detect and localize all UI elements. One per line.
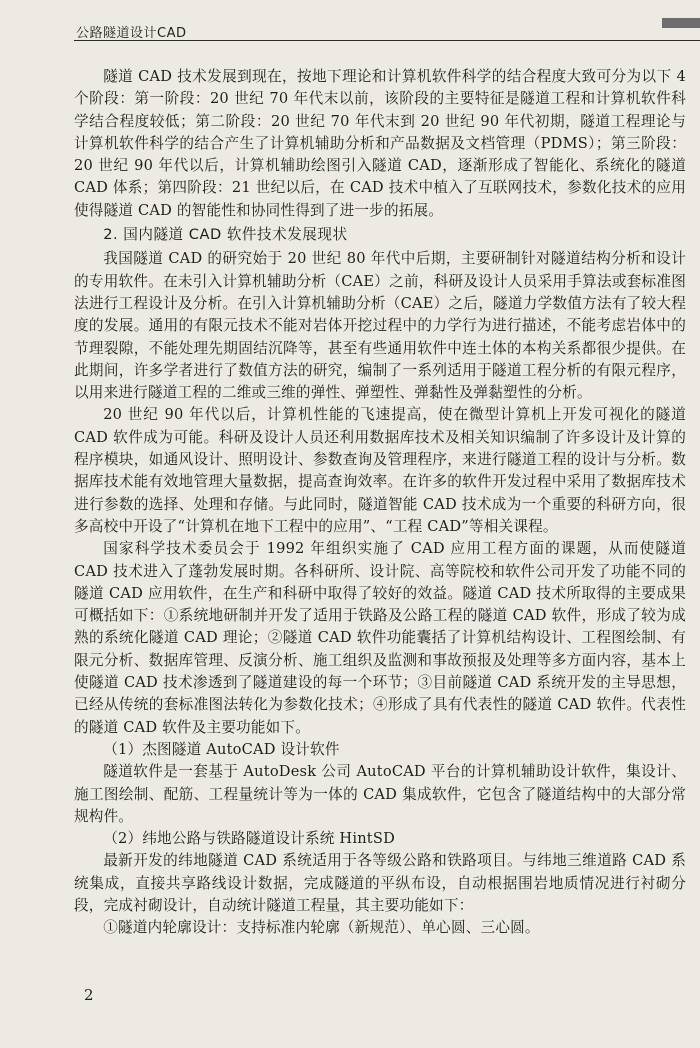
body-text: [74, 66, 686, 940]
header-decoration-bar: [662, 18, 700, 28]
running-header: [74, 16, 700, 41]
section-heading-domestic: 2. 国内隧道 CAD 软件技术发展现状: [103, 226, 348, 244]
paragraph-1992-program: 国家科学技术委员会于 1992 年组织实施了 CAD 应用工程方面的课题，从而使隧道 CAD 技术进入了蓬勃发展时期。各科研所、设计院、高等院校和软件公司开发了功能不同的隧道 CAD 应用软件，在生产和科研中取得了较好的效益。隧道 CAD 技术所取得的主要成果可概括如下：①系统地研制并开发了适用于铁路及公路工程的隧道 CAD 软件，形成了较为成熟的系统化隧道 CAD 理论；②隧道 CAD 软件功能囊括了计算机结构设计、工程图绘制、有限元分析、数据库管理、反演分析、施工组织及监测和事故预报及处理等多方面内容，基本上使隧道 CAD 技术渗透到了隧道建设的每一个环节；③目前隧道 CAD 系统开发的主导思想，已经从传统的套标准图法转化为参数化技术；④形成了具有代表性的隧道 CAD 软件。代表性的隧道 CAD 软件及主要功能如下。: [74, 540, 686, 736]
paragraph-1990s: 20 世纪 90 年代以后，计算机性能的飞速提高，使在微型计算机上开发可视化的隧道 CAD 软件成为可能。科研及设计人员还利用数据库技术及相关知识编制了许多设计及计算的程序模块，如通风设计、照明设计、参数查询及管理程序，来进行隧道工程的设计与分析。数据库技术能有效地管理大量数据，提高查询效率。在许多的软件开发过程中采用了数据库技术进行参数的选择、处理和存储。与此同时，隧道智能 CAD 技术成为一个重要的科研方向，很多高校中开设了“计算机在地下工程中的应用”、“工程 CAD”等相关课程。: [74, 406, 686, 535]
list-item-inner-contour: ①隧道内轮廓设计：支持标准内轮廓（新规范）、单心圆、三心圆。: [103, 919, 540, 937]
page-number: 2: [84, 986, 94, 1004]
subheading-jietu: （1）杰图隧道 AutoCAD 设计软件: [103, 740, 340, 758]
paragraph-early-research: 我国隧道 CAD 的研究始于 20 世纪 80 年代中后期，主要研制针对隧道结构分析和设计的专用软件。在未引入计算机辅助分析（CAE）之前，科研及设计人员采用手算法或套标准图法进行工程设计及分析。在引入计算机辅助分析（CAE）之后，隧道力学数值方法有了较大程度的发展。通用的有限元技术不能对岩体开挖过程中的力学行为进行描述，不能考虑岩体中的节理裂隙，不能处理先期固结沉降等，甚至有些通用软件中连土体的本构关系都很少提供。在此期间，许多学者进行了数值方法的研究，编制了一系列适用于隧道工程分析的有限元程序，以用来进行隧道工程的二维或三维的弹性、弹塑性、弹黏性及弹黏塑性的分析。: [74, 250, 686, 402]
paragraph-stages: 隧道 CAD 技术发展到现在，按地下理论和计算机软件科学的结合程度大致可分为以下 4 个阶段：第一阶段：20 世纪 70 年代末以前，该阶段的主要特征是隧道工程和计算机软件科学结合程度较低；第二阶段：20 世纪 70 年代末到 20 世纪 90 年代初期，隧道工程理论与计算机软件科学的结合产生了计算机辅助分析和产品数据及文档管理（PDMS）；第三阶段：20 世纪 90 年代以后，计算机辅助绘图引入隧道 CAD，逐渐形成了智能化、系统化的隧道 CAD 体系；第四阶段：21 世纪以后，在 CAD 技术中植入了互联网技术，参数化技术的应用使得隧道 CAD 的智能性和协同性得到了进一步的拓展。: [74, 68, 686, 219]
header-title: 公路隧道设计CAD: [76, 26, 187, 41]
paragraph-jietu: 隧道软件是一套基于 AutoDesk 公司 AutoCAD 平台的计算机辅助设计软件，集设计、施工图绘制、配筋、工程量统计等为一体的 CAD 集成软件，它包含了隧道结构中的大部分常规构件。: [74, 763, 686, 825]
paragraph-hintsd: 最新开发的纬地隧道 CAD 系统适用于各等级公路和铁路项目。与纬地三维道路 CAD 系统集成，直接共享路线设计数据，完成隧道的平纵布设，自动根据围岩地质情况进行衬砌分段，完成衬砌设计，自动统计隧道工程量，其主要功能如下：: [74, 852, 686, 914]
subheading-hintsd: （2）纬地公路与铁路隧道设计系统 HintSD: [103, 830, 395, 848]
